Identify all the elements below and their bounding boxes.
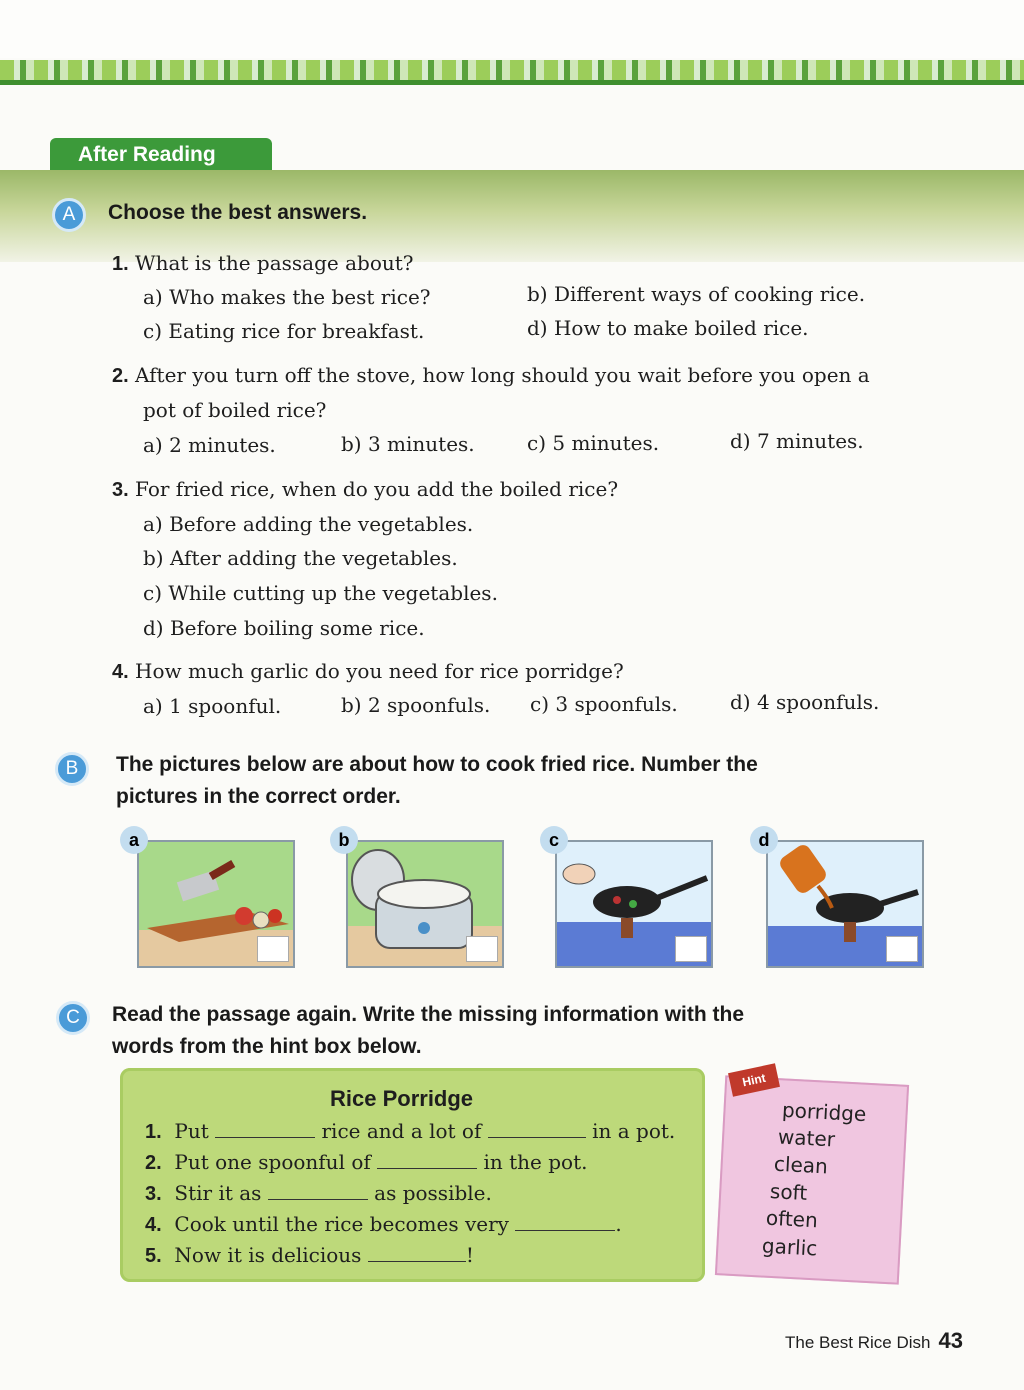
footer-title: The Best Rice Dish xyxy=(785,1333,931,1352)
picture-a-cutting-vegetables xyxy=(137,840,295,968)
hint-word-3: clean xyxy=(773,1151,829,1179)
porridge-step-1: 1. Put rice and a lot of in a pot. xyxy=(145,1119,676,1143)
after-reading-tab: After Reading xyxy=(50,138,272,172)
hint-word-2: water xyxy=(777,1124,836,1152)
q4-option-a[interactable]: a) 1 spoonful. xyxy=(143,694,282,718)
question-3: 3. For fried rice, when do you add the boiled rice? xyxy=(112,477,619,501)
porridge-step-2: 2. Put one spoonful of in the pot. xyxy=(145,1150,588,1174)
question-2-cont: pot of boiled rice? xyxy=(143,398,327,422)
blank-5[interactable] xyxy=(368,1260,466,1262)
q3-option-b[interactable]: b) After adding the vegetables. xyxy=(143,546,458,570)
q1-option-b[interactable]: b) Different ways of cooking rice. xyxy=(527,282,866,306)
question-2: 2. After you turn off the stove, how long should you wait before you open a xyxy=(112,363,870,387)
q2-option-d[interactable]: d) 7 minutes. xyxy=(730,429,864,453)
answer-box-d[interactable] xyxy=(886,936,918,962)
picture-d-adding-sauce xyxy=(766,840,924,968)
answer-box-a[interactable] xyxy=(257,936,289,962)
section-b-heading-2: pictures in the correct order. xyxy=(116,785,401,808)
decorative-border xyxy=(0,60,1024,85)
question-1: 1. What is the passage about? xyxy=(112,251,414,275)
q2-option-b[interactable]: b) 3 minutes. xyxy=(341,432,475,456)
porridge-step-5: 5. Now it is delicious ! xyxy=(145,1243,474,1267)
hint-tag: Hint xyxy=(728,1063,780,1096)
section-a-badge: A xyxy=(52,198,86,232)
answer-box-c[interactable] xyxy=(675,936,707,962)
picture-c-frying-pan xyxy=(555,840,713,968)
picture-label-d: d xyxy=(750,826,778,854)
q1-option-a[interactable]: a) Who makes the best rice? xyxy=(143,285,431,309)
section-b-heading-1: The pictures below are about how to cook fried rice. Number the xyxy=(116,753,758,776)
question-4: 4. How much garlic do you need for rice porridge? xyxy=(112,659,624,683)
hint-word-4: soft xyxy=(769,1179,808,1205)
section-c-heading-2: words from the hint box below. xyxy=(112,1035,422,1058)
q1-option-c[interactable]: c) Eating rice for breakfast. xyxy=(143,319,425,343)
picture-label-a: a xyxy=(120,826,148,854)
q4-option-c[interactable]: c) 3 spoonfuls. xyxy=(530,692,678,716)
q4-option-d[interactable]: d) 4 spoonfuls. xyxy=(730,690,880,714)
blank-4[interactable] xyxy=(515,1229,615,1231)
section-b-badge: B xyxy=(55,752,89,786)
section-c-badge: C xyxy=(56,1001,90,1035)
q1-option-d[interactable]: d) How to make boiled rice. xyxy=(527,316,809,340)
blank-1a[interactable] xyxy=(215,1136,315,1138)
hint-word-1: porridge xyxy=(781,1097,867,1127)
picture-b-rice-cooker xyxy=(346,840,504,968)
q2-option-a[interactable]: a) 2 minutes. xyxy=(143,433,276,457)
answer-box-b[interactable] xyxy=(466,936,498,962)
blank-3[interactable] xyxy=(268,1198,368,1200)
porridge-box-title: Rice Porridge xyxy=(330,1086,474,1111)
section-c-heading-1: Read the passage again. Write the missing information with the xyxy=(112,1003,745,1026)
picture-label-c: c xyxy=(540,826,568,854)
porridge-step-4: 4. Cook until the rice becomes very . xyxy=(145,1212,622,1236)
porridge-step-3: 3. Stir it as as possible. xyxy=(145,1181,492,1205)
q4-option-b[interactable]: b) 2 spoonfuls. xyxy=(341,693,491,717)
q3-option-d[interactable]: d) Before boiling some rice. xyxy=(143,616,425,640)
q3-option-c[interactable]: c) While cutting up the vegetables. xyxy=(143,581,498,605)
hint-word-5: often xyxy=(765,1205,819,1233)
q3-option-a[interactable]: a) Before adding the vegetables. xyxy=(143,512,474,536)
top-margin xyxy=(0,0,1024,58)
blank-1b[interactable] xyxy=(488,1136,586,1138)
hint-word-6: garlic xyxy=(761,1233,818,1261)
picture-label-b: b xyxy=(330,826,358,854)
q2-option-c[interactable]: c) 5 minutes. xyxy=(527,431,660,455)
section-a-heading: Choose the best answers. xyxy=(108,201,368,224)
page-number: 43 xyxy=(938,1328,963,1353)
page-footer xyxy=(785,1328,963,1354)
blank-2[interactable] xyxy=(377,1167,477,1169)
